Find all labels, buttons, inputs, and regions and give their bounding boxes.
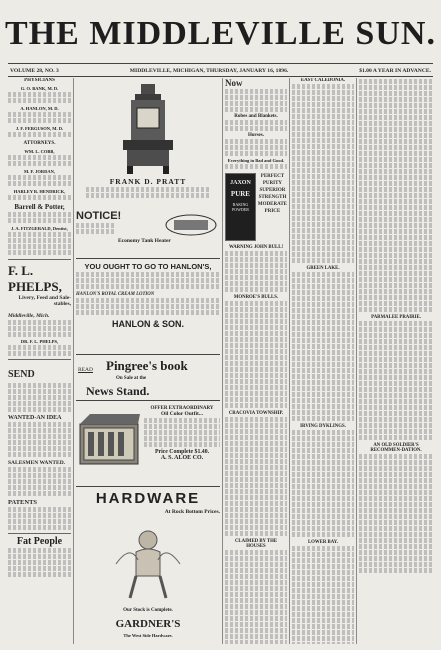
- claims-heading: CLAIMED BY THE HOUSES: [234, 539, 278, 549]
- news-column-5: [359, 78, 433, 644]
- cherub-illustration-icon: [112, 524, 184, 604]
- physician-card: J. F. FERGUSON, M. D.: [15, 126, 64, 131]
- offer-heading: OFFER EXTRAORDINARY: [150, 406, 214, 411]
- masthead-rule-top: [8, 63, 433, 64]
- attorney-card: WM. L. COBB,: [24, 149, 55, 154]
- phelps-livery-ad: [8, 259, 71, 360]
- now-heading: Now: [225, 78, 243, 88]
- oil-color-outfit-ad: [76, 404, 220, 484]
- jaxon-pure: PURE: [230, 190, 250, 198]
- divider: [76, 258, 220, 259]
- pingree-onsale: On Sale at the: [116, 376, 147, 381]
- jaxon-brand: JAXON: [230, 180, 251, 186]
- wanted-idea-heading: WANTED-AN IDEA: [8, 415, 62, 421]
- jaxon-can: [225, 173, 256, 241]
- physician-card: A. HANLON, M. D.: [20, 106, 59, 111]
- issue-date: MIDDLEVILLE, MICHIGAN, THURSDAY, JANUARY 16, 1896.: [129, 68, 289, 74]
- divider: [76, 400, 220, 401]
- everything-heading: Everything in Bad and Good.: [227, 158, 285, 163]
- gardner-subtitle: The West Side Hardware.: [123, 633, 173, 638]
- dentist-card: J. A. FITZGERALD, Dentist,: [11, 226, 68, 231]
- news-column-4: [292, 78, 354, 644]
- fat-people-heading: Fat People: [16, 536, 63, 547]
- news-stand-label: News Stand.: [86, 384, 150, 398]
- column-rule: [289, 78, 290, 644]
- horses-heading: Horses.: [248, 133, 264, 138]
- stock-complete-label: Our Stock is Complete.: [123, 608, 173, 613]
- fat-people-ad: [8, 533, 71, 577]
- jaxon-baking: BAKING POWDER: [232, 202, 249, 212]
- send-heading: SEND: [8, 369, 35, 380]
- jaxon-price: MODERATE PRICE: [257, 202, 287, 214]
- oil-outfit-title: Oil Color Outfit...: [161, 411, 203, 417]
- masthead-rule-bottom: [8, 76, 433, 77]
- news-column-3: [225, 78, 287, 644]
- jaxon-strength: SUPERIOR STRENGTH: [258, 188, 287, 200]
- jaxon-claims: [258, 173, 287, 241]
- barrell-potter-card: Barrell & Potter,: [14, 203, 65, 211]
- green-lake-heading: GREEN LAKE.: [306, 266, 340, 271]
- patents-ad: [8, 499, 71, 530]
- advertisements-column: [76, 78, 220, 644]
- irving-heading: IRVING DYKLINGS.: [300, 424, 346, 429]
- tank-heater-icon: [164, 212, 218, 238]
- gardner-name: GARDNER'S: [115, 618, 181, 630]
- paint-box-icon: [78, 410, 140, 470]
- attorneys-heading: ATTORNEYS.: [23, 141, 56, 146]
- cracovia-heading: CRACOVIA TOWNSHIP.: [228, 411, 284, 416]
- read-label: READ: [78, 367, 93, 373]
- parmalee-heading: PARMALEE PRAIRIE.: [371, 315, 421, 320]
- bulls-heading: MONROE'S BULLS.: [233, 295, 279, 300]
- robes-heading: Robes and Blankets.: [234, 114, 278, 119]
- professional-cards-column: [8, 78, 71, 644]
- hardware-heading: HARDWARE: [95, 490, 201, 507]
- phelps-name: F. L. PHELPS,: [8, 263, 62, 294]
- pingree-title: Pingree's book: [106, 358, 188, 373]
- send-ad: [8, 364, 71, 412]
- hanlon-headline: YOU OUGHT TO GO TO HANLON'S,: [84, 262, 212, 271]
- stove-advertisement: [76, 82, 220, 210]
- stove-illustration-icon: [113, 82, 183, 177]
- attorney-card: HARLEY R. HENDRICK,: [13, 189, 66, 194]
- divider: [76, 486, 220, 487]
- masthead-title: THE MIDDLEVILLE SUN.: [5, 15, 436, 52]
- jaxon-baking-powder-ad: [225, 173, 287, 241]
- cream-lotion: HANLON'S ROYAL CREAM LOTION: [76, 292, 155, 297]
- lower-bay-heading: LOWER BAY.: [307, 540, 339, 545]
- physician-card: G. O. BANK, M. D.: [20, 86, 59, 91]
- salesmen-heading: SALESMEN WANTED.: [8, 460, 66, 466]
- tank-heater-label: Economy Tank Heater: [118, 238, 171, 244]
- subscription-price: $1.00 A YEAR IN ADVANCE.: [359, 68, 431, 74]
- phelps-town: Middleville, Mich.: [8, 313, 50, 319]
- dateline-bar: [10, 68, 431, 74]
- column-rule: [73, 78, 74, 644]
- hanlon-signature: HANLON & SON.: [112, 319, 184, 329]
- volume-number: VOLUME 28, NO. 3: [10, 68, 59, 74]
- old-soldier-heading: AN OLD SOLDIER'S RECOMMEN-DATION.: [370, 443, 422, 453]
- column-rule: [222, 78, 223, 644]
- jaxon-purity: PERFECT PURITY: [260, 174, 285, 186]
- divider: [76, 354, 220, 355]
- physicians-heading: PHYSICIANS: [24, 78, 55, 83]
- outfit-price: Price Complete $1.40.: [154, 449, 210, 455]
- column-rule: [356, 78, 357, 644]
- gardner-hardware-ad: [76, 490, 220, 644]
- hanlon-advertisement: [76, 262, 220, 352]
- attorney-card: M. F. JORDAN,: [24, 169, 55, 174]
- warning-heading: WARNING JOHN BULL!: [228, 245, 284, 250]
- patents-heading: PATENTS: [8, 499, 38, 506]
- aloe-company: A. S. ALOE CO.: [160, 455, 204, 461]
- phelps-doctor: DR. F. L. PHELPS,: [20, 339, 59, 344]
- wanted-idea-ad: [8, 415, 71, 457]
- salesmen-ad: [8, 460, 71, 496]
- pingree-book-ad: [76, 358, 220, 398]
- pratt-name: FRANK D. PRATT: [109, 177, 187, 186]
- notice-block: [76, 210, 220, 256]
- phelps-services: Livery, Feed and Sale-stables,: [18, 295, 71, 307]
- rock-bottom-label: At Rock Bottom Prices.: [164, 509, 220, 515]
- east-caledonia-heading: EAST CALEDONIA.: [300, 78, 346, 83]
- notice-heading: NOTICE!: [76, 210, 122, 222]
